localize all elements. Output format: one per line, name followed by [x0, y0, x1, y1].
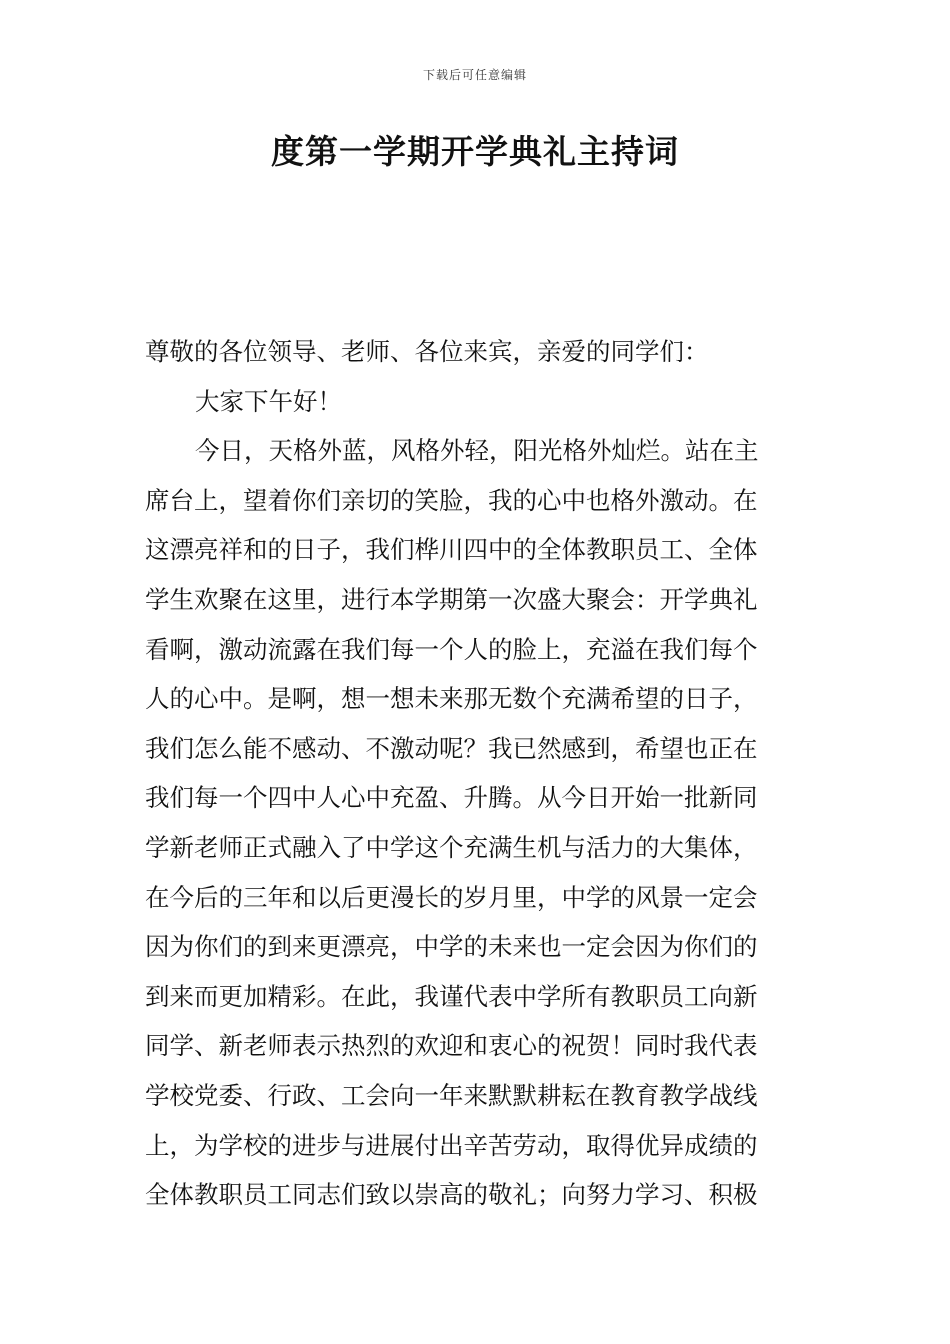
- paragraph-line: 上，为学校的进步与进展付出辛苦劳动，取得优异成绩的: [145, 1130, 758, 1160]
- paragraph-line: 全体教职员工同志们致以崇高的敬礼；向努力学习、积极: [145, 1180, 758, 1210]
- paragraph-line: 学新老师正式融入了中学这个充满生机与活力的大集体，: [145, 832, 758, 862]
- paragraph-line: 学生欢聚在这里，进行本学期第一次盛大聚会：开学典礼: [145, 584, 758, 614]
- paragraph-line: 学校党委、行政、工会向一年来默默耕耘在教育教学战线: [145, 1080, 758, 1110]
- paragraph-line: 同学、新老师表示热烈的欢迎和衷心的祝贺！同时我代表: [145, 1031, 758, 1061]
- document-body: [145, 327, 807, 1220]
- paragraph-line: 这漂亮祥和的日子，我们桦川四中的全体教职员工、全体: [145, 535, 758, 565]
- paragraph-line: 席台上，望着你们亲切的笑脸，我的心中也格外激动。在: [145, 485, 758, 515]
- header-note: 下载后可任意编辑: [422, 68, 527, 82]
- document-title: 度第一学期开学典礼主持词: [271, 132, 679, 171]
- paragraph-line: 因为你们的到来更漂亮，中学的未来也一定会因为你们的: [145, 932, 758, 962]
- paragraph-line: 我们每一个四中人心中充盈、升腾。从今日开始一批新同: [145, 783, 758, 813]
- paragraph-line: 今日，天格外蓝，风格外轻，阳光格外灿烂。站在主: [195, 436, 759, 466]
- paragraph-line: 我们怎么能不感动、不激动呢？我已然感到，希望也正在: [145, 733, 758, 763]
- salutation-line: 尊敬的各位领导、老师、各位来宾，亲爱的同学们：: [145, 337, 709, 366]
- greeting-line: 大家下午好！: [195, 386, 342, 416]
- paragraph-line: 在今后的三年和以后更漫长的岁月里，中学的风景一定会: [145, 882, 758, 912]
- paragraph-line: 到来而更加精彩。在此，我谨代表中学所有教职员工向新: [145, 981, 758, 1011]
- paragraph-line: 看啊，激动流露在我们每一个人的脸上，充溢在我们每个: [145, 634, 758, 664]
- paragraph-line: 人的心中。是啊，想一想未来那无数个充满希望的日子，: [145, 684, 758, 714]
